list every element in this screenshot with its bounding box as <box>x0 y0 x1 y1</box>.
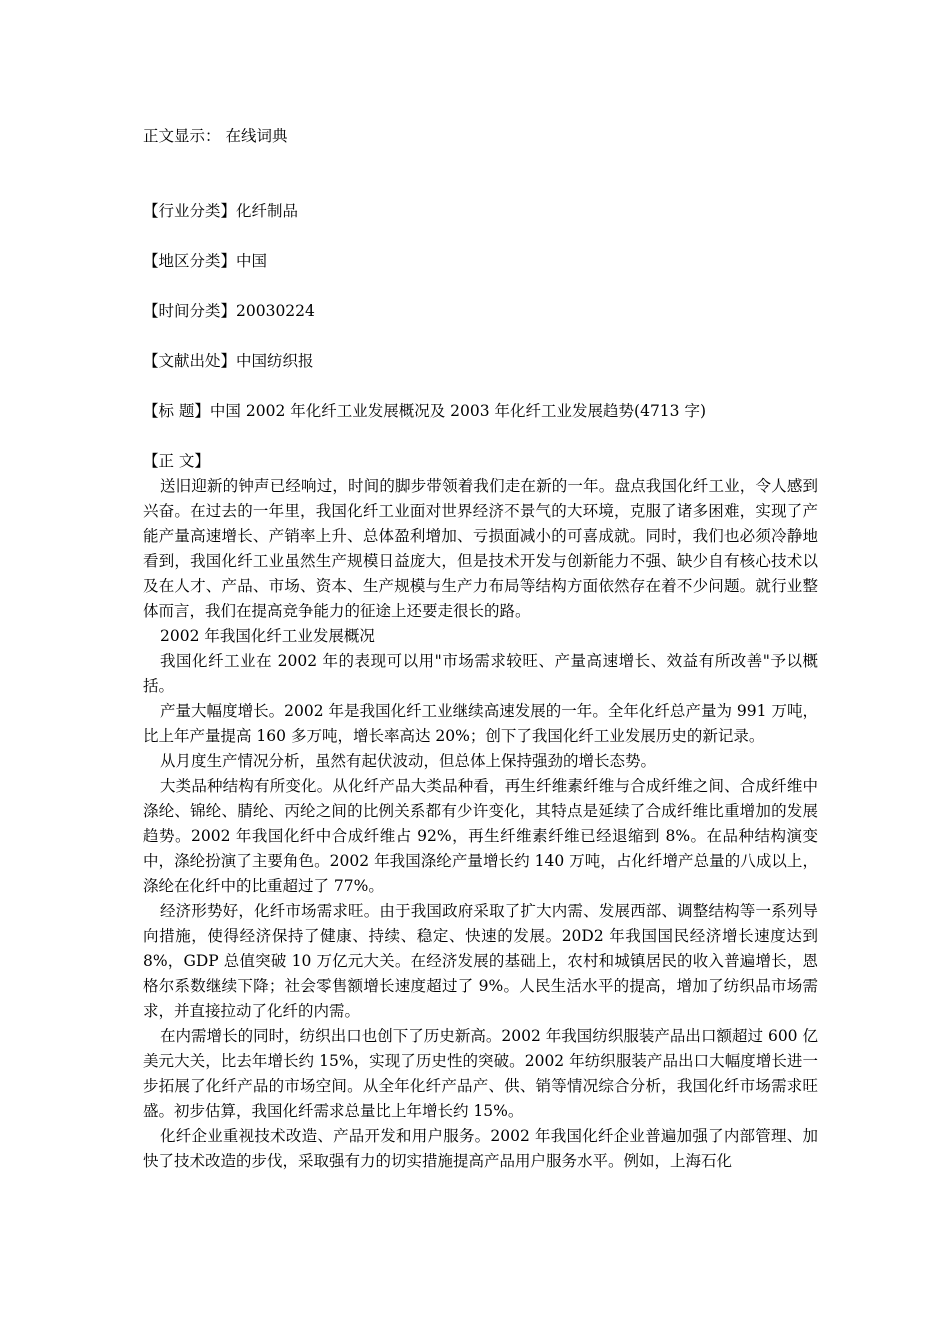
section-heading: 2002 年我国化纤工业发展概况 <box>160 627 375 645</box>
dictionary-link[interactable]: 在线词典 <box>225 127 288 145</box>
paragraph: 经济形势好，化纤市场需求旺。由于我国政府采取了扩大内需、发展西部、调整结构等一系列导向措施，使得经济保持了健康、持续、稳定、快速的发展。20D2 年我国国民经济增长速度达到 8%，GDP 总值突破 10 万亿元大关。在经济发展的基础上，农村和城镇居民的收入普遍增长，恩格尔系数继续下降；社会零售额增长速度超过了 9%。人民生活水平的提高，增加了纺织品市场需求，并直接拉动了化纤的内需。 <box>143 902 818 1020</box>
paragraph: 大类品种结构有所变化。从化纤产品大类品种看，再生纤维素纤维与合成纤维之间、合成纤维中涤纶、锦纶、腈纶、丙纶之间的比例关系都有少许变化，其特点是延续了合成纤维比重增加的发展趋势。2002 年我国化纤中合成纤维占 92%，再生纤维素纤维已经退缩到 8%。在品种结构演变中，涤纶扮演了主要角色。2002 年我国涤纶产量增长约 140 万吨，占化纤增产总量的八成以上，涤纶在化纤中的比重超过了 77%。 <box>143 777 818 895</box>
header-label: 正文显示： <box>143 127 221 145</box>
article-body <box>143 449 818 1174</box>
meta-industry: 【行业分类】化纤制品 <box>143 202 299 220</box>
paragraph: 在内需增长的同时，纺织出口也创下了历史新高。2002 年我国纺织服装产品出口额超过 600 亿美元大关，比去年增长约 15%，实现了历史性的突破。2002 年纺织服装产品出口大幅度增长进一步拓展了化纤产品的市场空间。从全年化纤产品产、供、销等情况综合分析，我国化纤市场需求旺盛。初步估算，我国化纤需求总量比上年增长约 15%。 <box>143 1027 818 1120</box>
meta-time: 【时间分类】20030224 <box>143 302 315 320</box>
meta-source: 【文献出处】中国纺织报 <box>143 352 314 370</box>
meta-title: 【标 题】中国 2002 年化纤工业发展概况及 2003 年化纤工业发展趋势(4713 字) <box>143 402 706 420</box>
header-line <box>143 124 287 148</box>
paragraph: 从月度生产情况分析，虽然有起伏波动，但总体上保持强劲的增长态势。 <box>160 752 657 770</box>
paragraph: 产量大幅度增长。2002 年是我国化纤工业继续高速发展的一年。全年化纤总产量为 991 万吨，比上年产量提高 160 多万吨，增长率高达 20%；创下了我国化纤工业发展历史的新记录。 <box>143 702 818 745</box>
meta-region: 【地区分类】中国 <box>143 252 268 270</box>
paragraph: 我国化纤工业在 2002 年的表现可以用"市场需求较旺、产量高速增长、效益有所改善"予以概括。 <box>143 652 818 695</box>
body-label: 【正 文】 <box>143 452 210 470</box>
paragraph: 化纤企业重视技术改造、产品开发和用户服务。2002 年我国化纤企业普遍加强了内部管理、加快了技术改造的步伐，采取强有力的切实措施提高产品用户服务水平。例如，上海石化 <box>143 1127 818 1170</box>
paragraph: 送旧迎新的钟声已经响过，时间的脚步带领着我们走在新的一年。盘点我国化纤工业，令人感到兴奋。在过去的一年里，我国化纤工业面对世界经济不景气的大环境，克服了诸多困难，实现了产能产量高速增长、产销率上升、总体盈利增加、亏损面减小的可喜成就。同时，我们也必须冷静地看到，我国化纤工业虽然生产规模日益庞大，但是技术开发与创新能力不强、缺少自有核心技术以及在人才、产品、市场、资本、生产规模与生产力布局等结构方面依然存在着不少问题。就行业整体而言，我们在提高竞争能力的征途上还要走很长的路。 <box>143 477 818 620</box>
